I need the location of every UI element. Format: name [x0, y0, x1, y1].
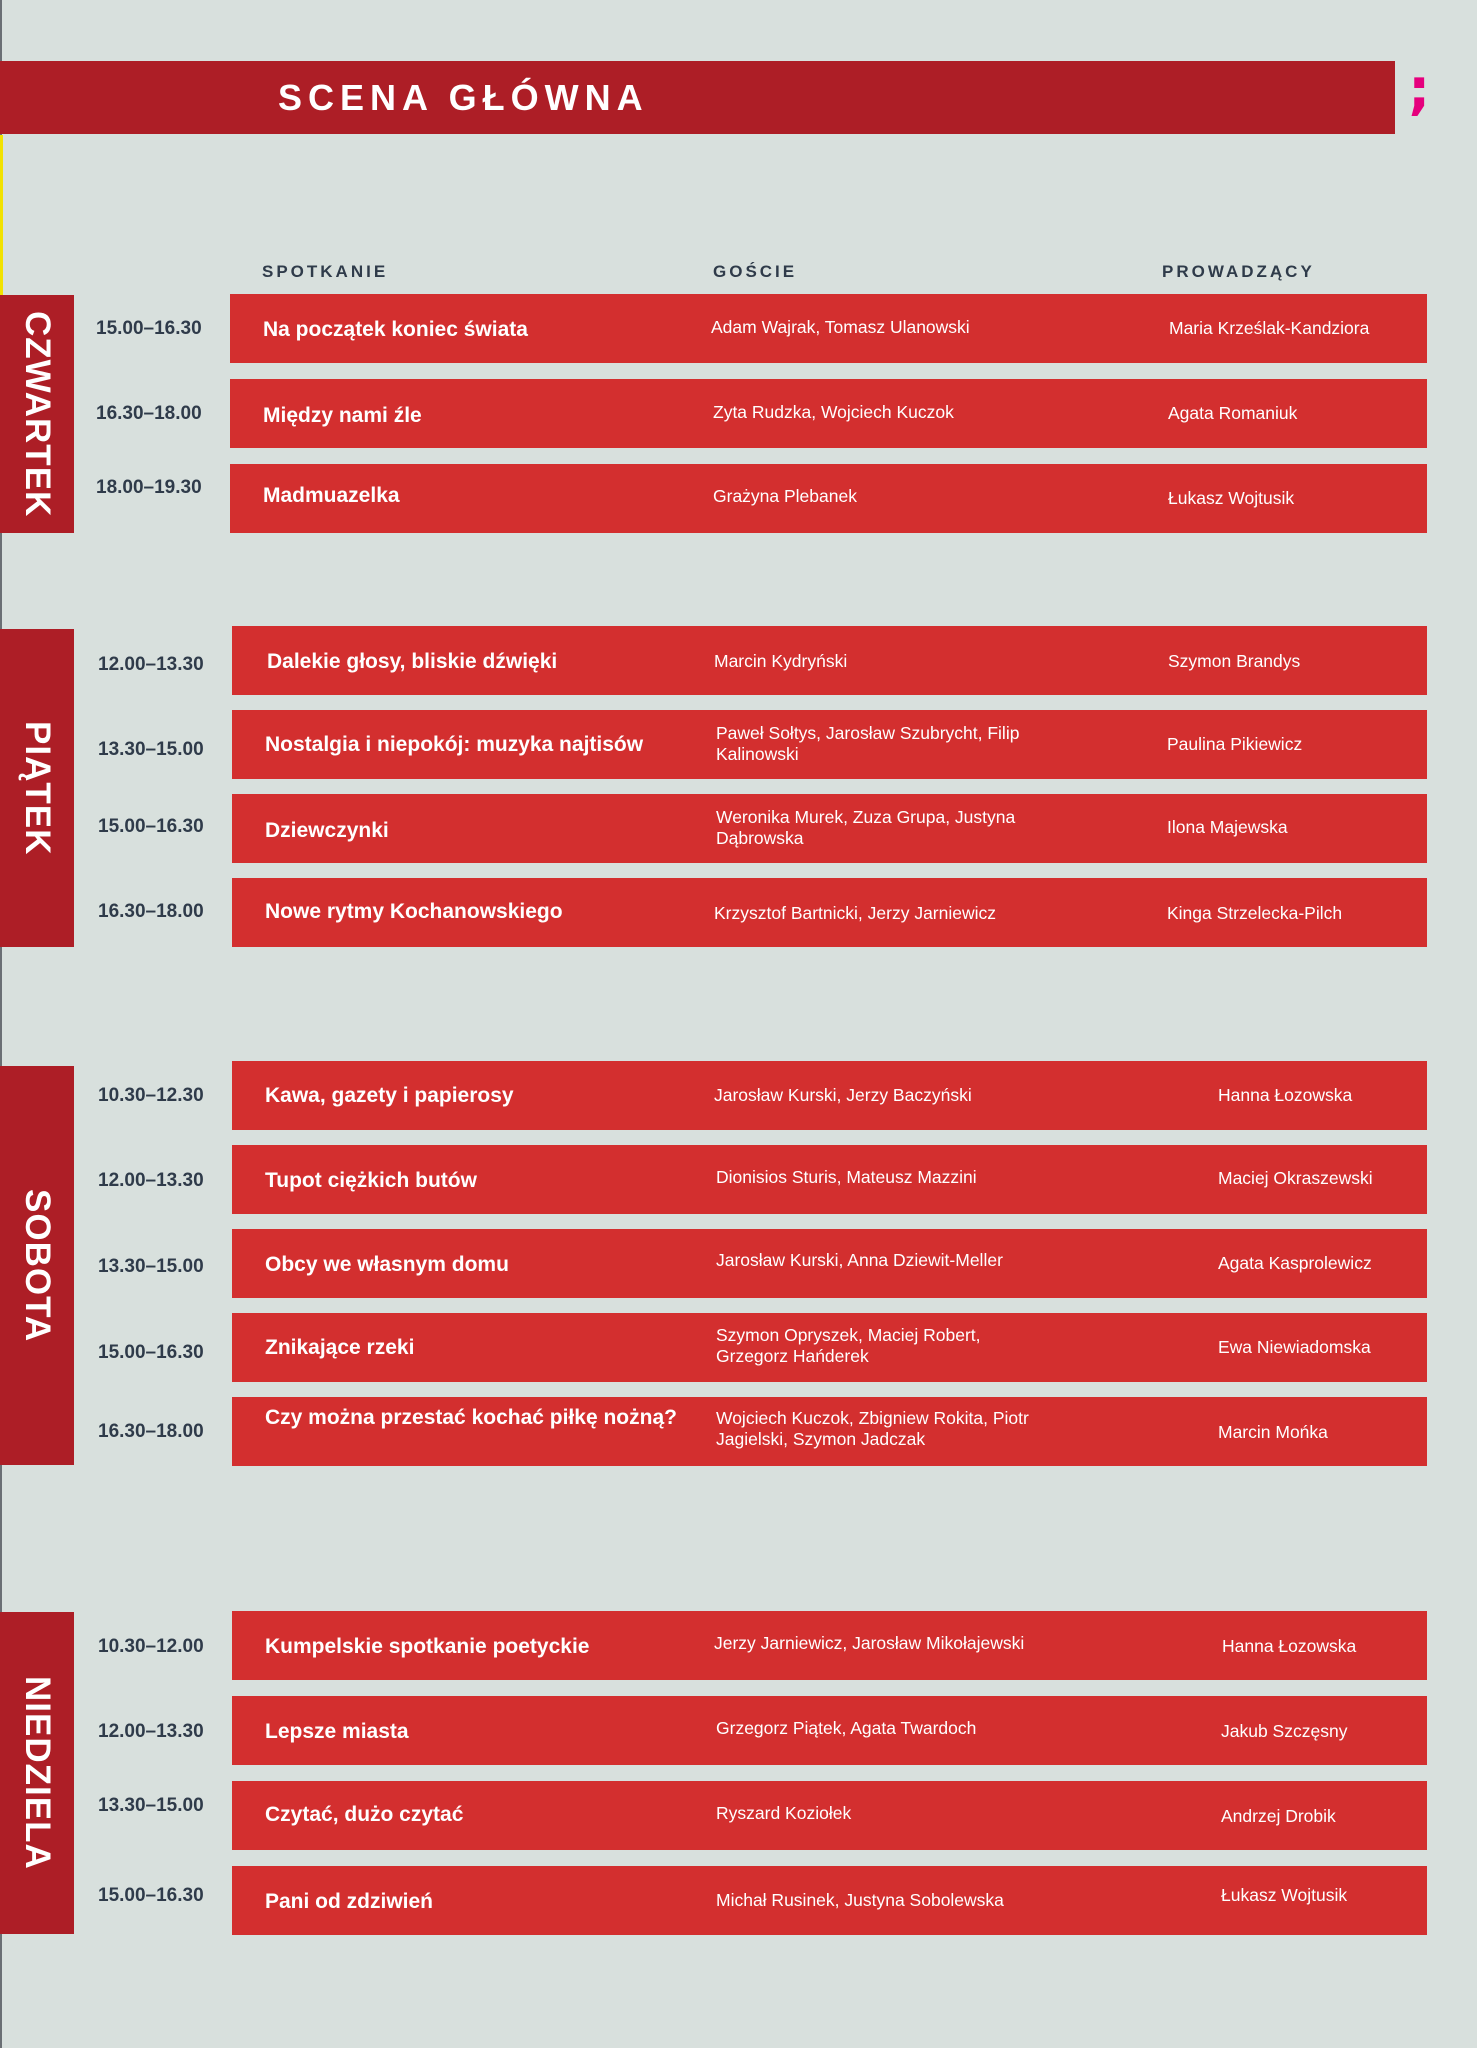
session-title: Tupot ciężkich butów	[265, 1169, 477, 1192]
session-title: Kawa, gazety i papierosy	[265, 1084, 514, 1107]
session-time: 12.00–13.30	[98, 1721, 204, 1742]
session-host: Jakub Szczęsny	[1221, 1721, 1348, 1741]
session-row	[232, 1611, 1427, 1680]
session-row	[232, 1061, 1427, 1130]
session-guests: Wojciech Kuczok, Zbigniew Rokita, Piotr Jagielski, Szymon Jadczak	[716, 1408, 1029, 1449]
session-time: 12.00–13.30	[98, 1170, 204, 1191]
session-row	[232, 1866, 1427, 1935]
session-guests: Jarosław Kurski, Anna Dziewit-Meller	[716, 1250, 1003, 1270]
session-time: 10.30–12.30	[98, 1085, 204, 1106]
session-row	[232, 794, 1427, 863]
session-guests: Michał Rusinek, Justyna Sobolewska	[716, 1890, 1004, 1910]
session-title: Pani od zdziwień	[265, 1890, 434, 1913]
session-host: Hanna Łozowska	[1218, 1085, 1353, 1105]
session-title: Na początek koniec świata	[263, 318, 528, 341]
session-time: 16.30–18.00	[98, 901, 204, 922]
session-time: 15.00–16.30	[98, 816, 204, 837]
page-title: SCENA GŁÓWNA	[278, 76, 649, 118]
session-row	[232, 1696, 1427, 1765]
session-row	[230, 379, 1427, 448]
session-guests: Adam Wajrak, Tomasz Ulanowski	[711, 317, 970, 337]
day-name: CZWARTEK	[18, 310, 57, 518]
session-row	[232, 1313, 1427, 1382]
session-row	[232, 710, 1427, 779]
session-host: Marcin Mońka	[1218, 1422, 1328, 1442]
day-label-piatek	[0, 629, 74, 947]
session-guests: Grażyna Plebanek	[713, 486, 857, 506]
session-host: Maciej Okraszewski	[1218, 1168, 1373, 1188]
session-host: Andrzej Drobik	[1221, 1806, 1336, 1826]
session-time: 10.30–12.00	[98, 1636, 204, 1657]
session-guests: Paweł Sołtys, Jarosław Szubrycht, Filip Kalinowski	[716, 723, 1020, 764]
session-guests: Szymon Opryszek, Maciej Robert, Grzegorz Hańderek	[716, 1325, 981, 1366]
session-host: Kinga Strzelecka-Pilch	[1167, 903, 1343, 923]
session-guests: Zyta Rudzka, Wojciech Kuczok	[713, 402, 954, 422]
session-title: Kumpelskie spotkanie poetyckie	[265, 1635, 590, 1658]
day-name: PIĄTEK	[18, 720, 57, 856]
session-title: Madmuazelka	[263, 484, 400, 507]
session-time: 15.00–16.30	[98, 1885, 204, 1906]
session-time: 16.30–18.00	[98, 1421, 204, 1442]
day-name: SOBOTA	[18, 1188, 57, 1343]
column-header-guests: GOŚCIE	[713, 262, 798, 281]
session-host: Ewa Niewiadomska	[1218, 1337, 1371, 1357]
session-host: Hanna Łozowska	[1222, 1636, 1357, 1656]
session-row	[232, 626, 1427, 695]
session-time: 15.00–16.30	[96, 318, 202, 339]
session-host: Łukasz Wojtusik	[1168, 488, 1295, 508]
day-label-czwartek	[0, 295, 74, 533]
session-guests: Ryszard Koziołek	[716, 1803, 852, 1823]
semicolon-logo-icon: ;	[1408, 57, 1431, 122]
session-row	[232, 1781, 1427, 1850]
session-host: Agata Romaniuk	[1168, 403, 1298, 423]
session-guests: Weronika Murek, Zuza Grupa, Justyna Dąbrowska	[716, 807, 1016, 848]
session-row	[232, 1145, 1427, 1214]
session-host: Maria Krześlak-Kandziora	[1169, 318, 1370, 338]
session-row	[232, 878, 1427, 947]
session-title: Nostalgia i niepokój: muzyka najtisów	[265, 733, 644, 756]
session-guests: Marcin Kydryński	[714, 651, 848, 671]
session-guests: Jarosław Kurski, Jerzy Baczyński	[714, 1085, 972, 1105]
day-name: NIEDZIELA	[18, 1676, 57, 1870]
session-guests: Grzegorz Piątek, Agata Twardoch	[716, 1718, 977, 1738]
session-time: 18.00–19.30	[96, 477, 202, 498]
column-header-host: PROWADZĄCY	[1162, 262, 1315, 281]
session-host: Łukasz Wojtusik	[1221, 1885, 1348, 1905]
session-guests: Dionisios Sturis, Mateusz Mazzini	[716, 1167, 977, 1187]
session-time: 13.30–15.00	[98, 1256, 204, 1277]
day-label-niedziela	[0, 1612, 74, 1934]
session-row	[230, 294, 1427, 363]
accent-yellow-line	[0, 135, 3, 295]
session-time: 12.00–13.30	[98, 654, 204, 675]
header-bar	[0, 61, 1395, 134]
session-time: 16.30–18.00	[96, 403, 202, 424]
session-time: 15.00–16.30	[98, 1342, 204, 1363]
session-row	[232, 1397, 1427, 1466]
session-host: Szymon Brandys	[1168, 651, 1301, 671]
session-host: Ilona Majewska	[1167, 817, 1288, 837]
session-title: Nowe rytmy Kochanowskiego	[265, 900, 563, 923]
session-guests: Jerzy Jarniewicz, Jarosław Mikołajewski	[714, 1633, 1025, 1653]
session-host: Paulina Pikiewicz	[1167, 734, 1303, 754]
session-title: Między nami źle	[263, 404, 422, 427]
session-time: 13.30–15.00	[98, 1795, 204, 1816]
session-title: Czytać, dużo czytać	[265, 1803, 464, 1826]
session-title: Znikające rzeki	[265, 1336, 415, 1359]
day-label-sobota	[0, 1066, 74, 1465]
session-title: Lepsze miasta	[265, 1720, 409, 1743]
session-guests: Krzysztof Bartnicki, Jerzy Jarniewicz	[714, 903, 997, 923]
session-title: Czy można przestać kochać piłkę nożną?	[265, 1406, 677, 1429]
session-host: Agata Kasprolewicz	[1218, 1253, 1372, 1273]
session-row	[230, 464, 1427, 533]
session-title: Dziewczynki	[265, 819, 389, 842]
session-title: Obcy we własnym domu	[265, 1253, 509, 1276]
column-header-meeting: SPOTKANIE	[262, 262, 389, 281]
session-title: Dalekie głosy, bliskie dźwięki	[267, 650, 558, 673]
session-time: 13.30–15.00	[98, 739, 204, 760]
session-row	[232, 1229, 1427, 1298]
